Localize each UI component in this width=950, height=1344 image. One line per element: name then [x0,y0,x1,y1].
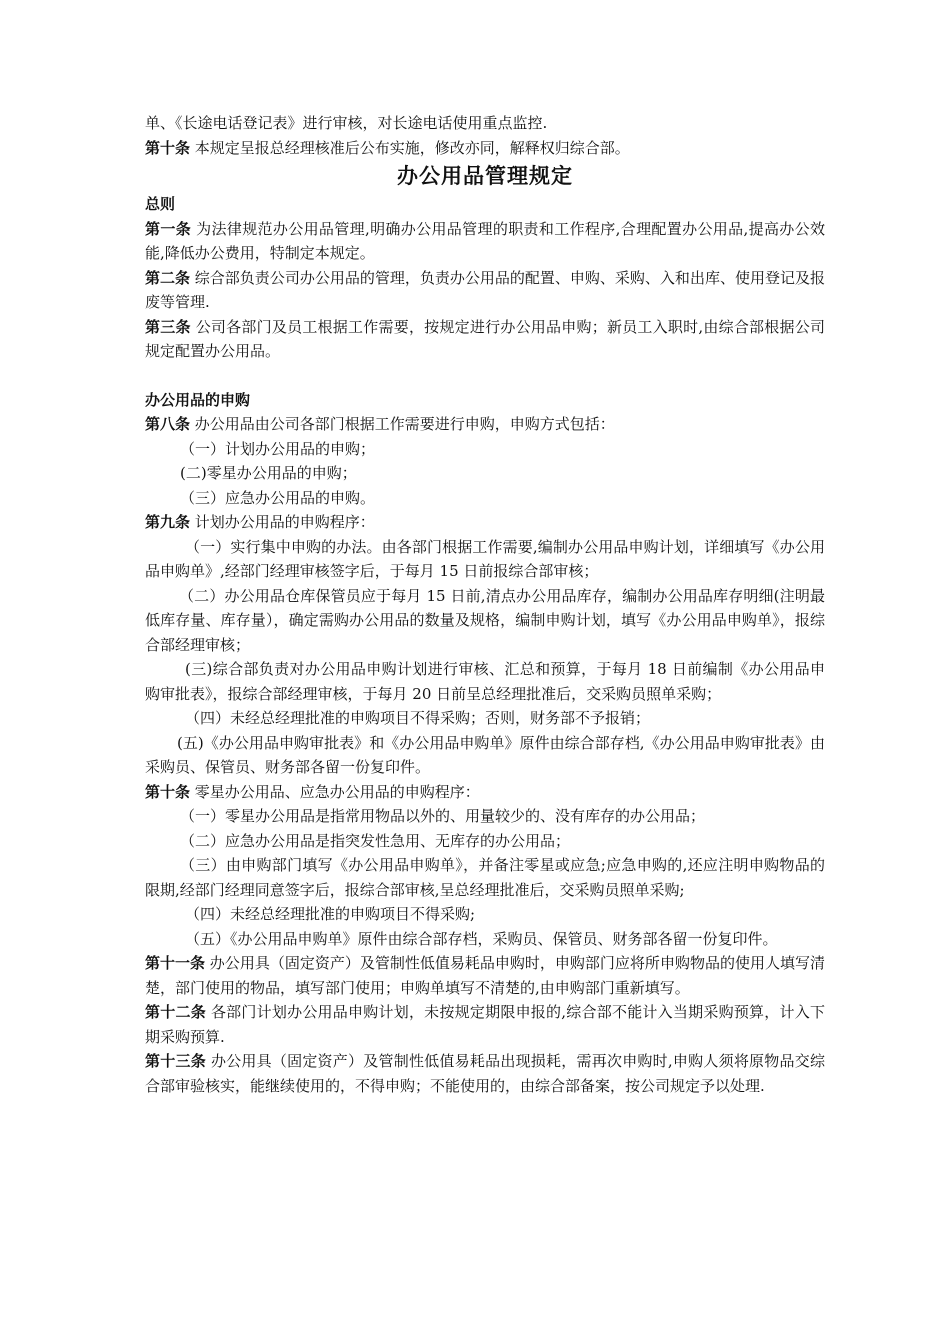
article-text: 办公用具（固定资产）及管制性低值易耗品出现损耗，需再次申购时,申购人须将原物品交综合部审验核实，能继续使用的，不得申购；不能使用的，由综合部备案，按公司规定予以处理. [145,1052,825,1095]
list-item: （一）实行集中申购的办法。由各部门根据工作需要,编制办公用品申购计划，详细填写《办公用品申购单》,经部门经理审核签字后，于每月 15 日前报综合部审核； [145,537,825,580]
article-8 [145,412,825,437]
article-11 [145,951,825,1000]
section-gap [145,364,825,388]
list-item: （二）应急办公用品是指突发性急用、无库存的办公用品； [180,831,571,850]
article-2 [145,266,825,315]
article-text: 为法律规范办公用品管理,明确办公用品管理的职责和工作程序,合理配置办公用品,提高办公效能,降低办公费用，特制定本规定。 [145,219,825,262]
list-item: （三）应急办公用品的申购。 [180,488,376,507]
article-text: 办公用品由公司各部门根据工作需要进行申购，申购方式包括： [190,415,615,433]
list-item: （三）由申购部门填写《办公用品申购单》，并备注零星或应急;应急申购的,还应注明申购物品的限期,经部门经理同意签字后，报综合部审核,呈总经理批准后，交采购员照单采购; [145,856,825,899]
list-item: （五）《办公用品申购单》原件由综合部存档，采购员、保管员、财务部各留一份复印件。 [185,929,778,948]
article-label: 第十三条 [145,1052,206,1070]
article-3 [145,315,825,364]
article-10 [145,780,825,805]
article-label: 第十条 [145,782,191,801]
article-13 [145,1049,825,1098]
list-item: （一）计划办公用品的申购； [180,439,376,458]
article-label: 第十一条 [145,954,206,972]
article-label: 第二条 [145,268,191,287]
prev-line: 单、《长途电话登记表》进行审核，对长途电话使用重点监控. [145,114,548,132]
article-label: 第八条 [145,415,191,433]
article-text: 公司各部门及员工根据工作需要，按规定进行办公用品申购；新员工入职时,由综合部根据公司规定配置办公用品。 [145,317,825,360]
article-label: 第一条 [145,219,192,238]
section-heading-purchase: 办公用品的申购 [145,390,251,409]
section-heading-general: 总则 [145,195,176,213]
page-title: 办公用品管理规定 [397,164,573,188]
article-label: 第九条 [145,513,191,531]
article-label: 第十二条 [145,1003,206,1021]
list-item: （四）未经总经理批准的申购项目不得采购；否则，财务部不予报销； [185,709,651,727]
article-1 [145,217,825,266]
article-12 [145,1000,825,1049]
document-body [145,111,825,1098]
article-text: 办公用具（固定资产）及管制性低值易耗品申购时，申购部门应将所申购物品的使用人填写清楚，部门使用的物品，填写部门使用；申购单填写不清楚的,由申购部门重新填写。 [145,954,825,997]
article-text: 计划办公用品的申购程序： [190,513,375,531]
article-9 [145,510,825,535]
article-text: 综合部负责公司办公用品的管理，负责办公用品的配置、申购、采购、入和出库、使用登记及报废等管理. [145,268,825,311]
list-item: (五)《办公用品申购审批表》和《办公用品申购单》原件由综合部存档,《办公用品申购审批表》由采购员、保管员、财务部各留一份复印件。 [145,733,825,776]
prev-article-10 [145,136,825,161]
article-text: 本规定呈报总经理核准后公布实施，修改亦同，解释权归综合部。 [190,138,630,157]
list-item: （二）办公用品仓库保管员应于每月 15 日前,清点办公用品库存，编制办公用品库存明细(注明最低库存量、库存量），确定需购办公用品的数量及规格，编制申购计划，填写《办公用品申购单》，报综合部经理审核； [145,586,825,654]
article-text: 零星办公用品、应急办公用品的申购程序： [190,782,480,801]
list-item: （一）零星办公用品是指常用物品以外的、用量较少的、没有库存的办公用品； [180,807,706,825]
article-text: 各部门计划办公用品申购计划，未按规定期限申报的,综合部不能计入当期采购预算，计入下期采购预算. [145,1003,825,1046]
list-item: (三)综合部负责对办公用品申购计划进行审核、汇总和预算，于每月 18 日前编制《办公用品申购审批表》，报综合部经理审核，于每月 20 日前呈总经理批准后，交采购员照单采购； [145,660,825,703]
article-label: 第三条 [145,317,191,336]
list-item: (二)零星办公用品的申购； [180,464,357,482]
article-label: 第十条 [145,138,191,157]
list-item: （四）未经总经理批准的申购项目不得采购; [185,905,476,923]
